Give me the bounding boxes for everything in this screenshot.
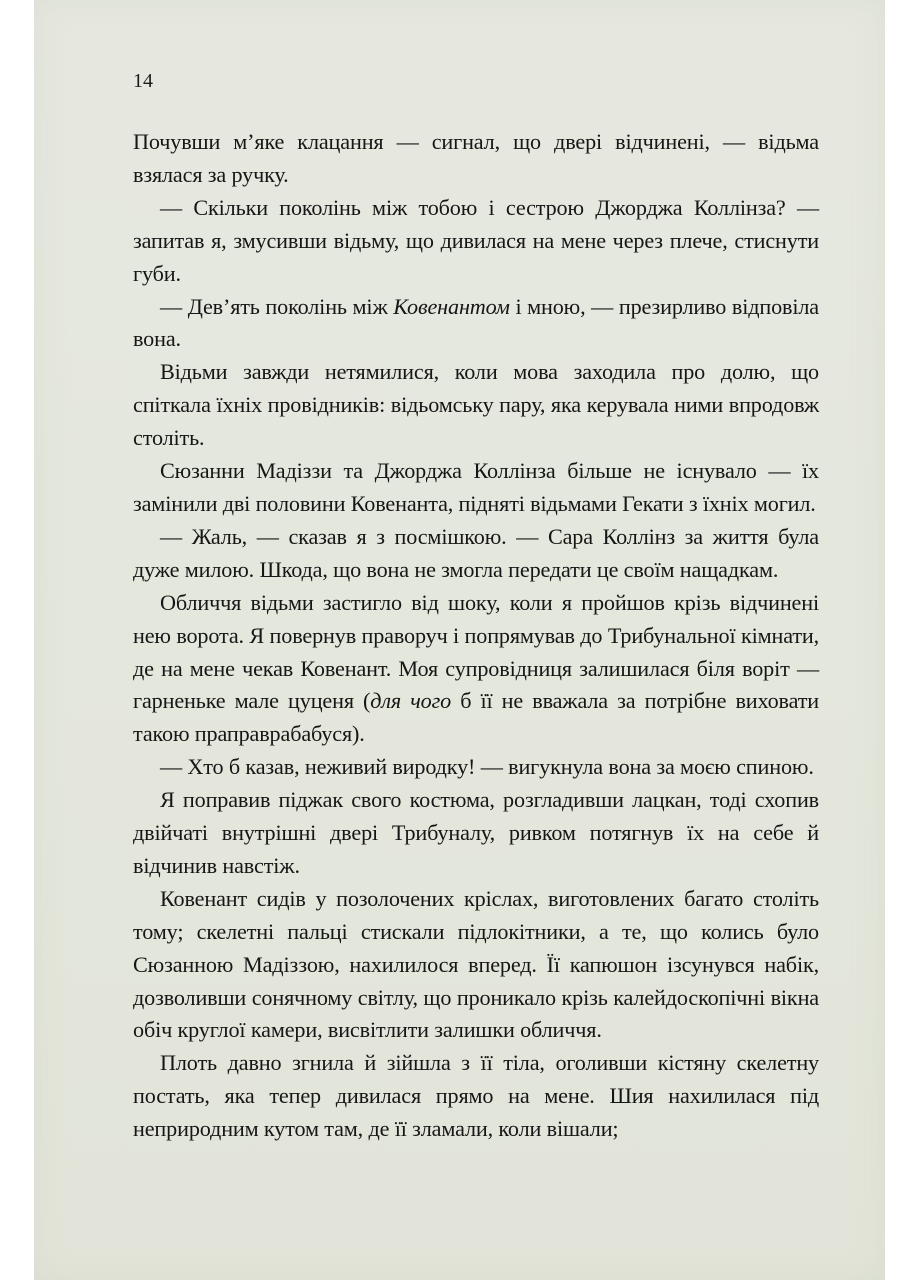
page-number: 14 [133,70,153,92]
paragraph [133,126,819,192]
text-segment: Обличчя відьми застигло від шоку, коли я пройшов крізь відчинені нею ворота. Я повернув праворуч і попрямував до Трибунальної кімнати, де на мене чекав Ковенант. Моя супровідниця залишилася біля воріт — гарненьке мале цуценя ( [133,589,819,714]
text-segment: Почувши м’яке клацання — сигнал, що двері відчинені, — відьма взялася за ручку. [133,129,819,187]
text-segment: — Жаль, — сказав я з посмішкою. — Сара Коллінз за життя була дуже милою. Шкода, що вона не змогла передати це своїм нащадкам. [133,523,819,582]
paragraph [133,751,819,784]
text-segment: Я поправив піджак свого костюма, розгладивши лацкан, тоді схопив двійчаті внутрішні двері Трибуналу, ривком потягнув їх на себе й відчинив навстіж. [133,787,819,878]
paragraph [133,521,819,587]
paragraph [133,291,819,357]
body-text [133,126,819,1146]
paragraph [133,455,819,521]
book-page [34,0,885,1280]
text-segment: — Хто б казав, неживий виродку! — вигукнула вона за моєю спиною. [160,754,814,780]
text-segment: і мною, — презирливо відповіла вона. [133,293,819,352]
text-segment: Сюзанни Мадіззи та Джорджа Коллінза більше не існувало — їх замінили дві половини Ковенанта, підняті відьмами Гекати з їхніх могил. [133,458,819,516]
text-segment: Відьми завжди нетямилися, коли мова заходила про долю, що спіткала їхніх провідників: відьомську пару, яка керувала ними впродовж століть. [133,359,819,451]
paragraph [133,587,819,752]
paragraph [133,784,819,883]
italic-text: для чого [370,688,452,714]
paragraph [133,192,819,291]
text-segment: — Скільки поколінь між тобою і сестрою Джорджа Коллінза? — запитав я, змусивши відьму, що дивилася на мене через плече, стиснути губи. [133,194,819,286]
paragraph [133,883,819,1048]
paragraph [133,356,819,455]
italic-text: Ковенантом [393,293,510,319]
text-segment: Ковенант сидів у позолочених кріслах, виготовлених багато століть тому; скелетні пальці стискали підлокітники, а те, що колись було Сюзанною Мадіззою, нахилилося вперед. Її капюшон ізсунувся набік, дозволивши сонячному світлу, що проникало крізь калейдоскопічні вікна обіч круглої камери, висвітлити залишки обличчя. [133,885,819,1043]
text-segment: Плоть давно згнила й зійшла з її тіла, оголивши кістяну скелетну постать, яка тепер дивилася прямо на мене. Шия нахилилася під неприродним кутом там, де її зламали, коли вішали; [133,1050,819,1142]
paragraph [133,1047,819,1146]
text-segment: б її не вважала за потрібне виховати такою праправрабабуся). [133,688,819,747]
text-segment: — Дев’ять поколінь між [160,293,394,319]
